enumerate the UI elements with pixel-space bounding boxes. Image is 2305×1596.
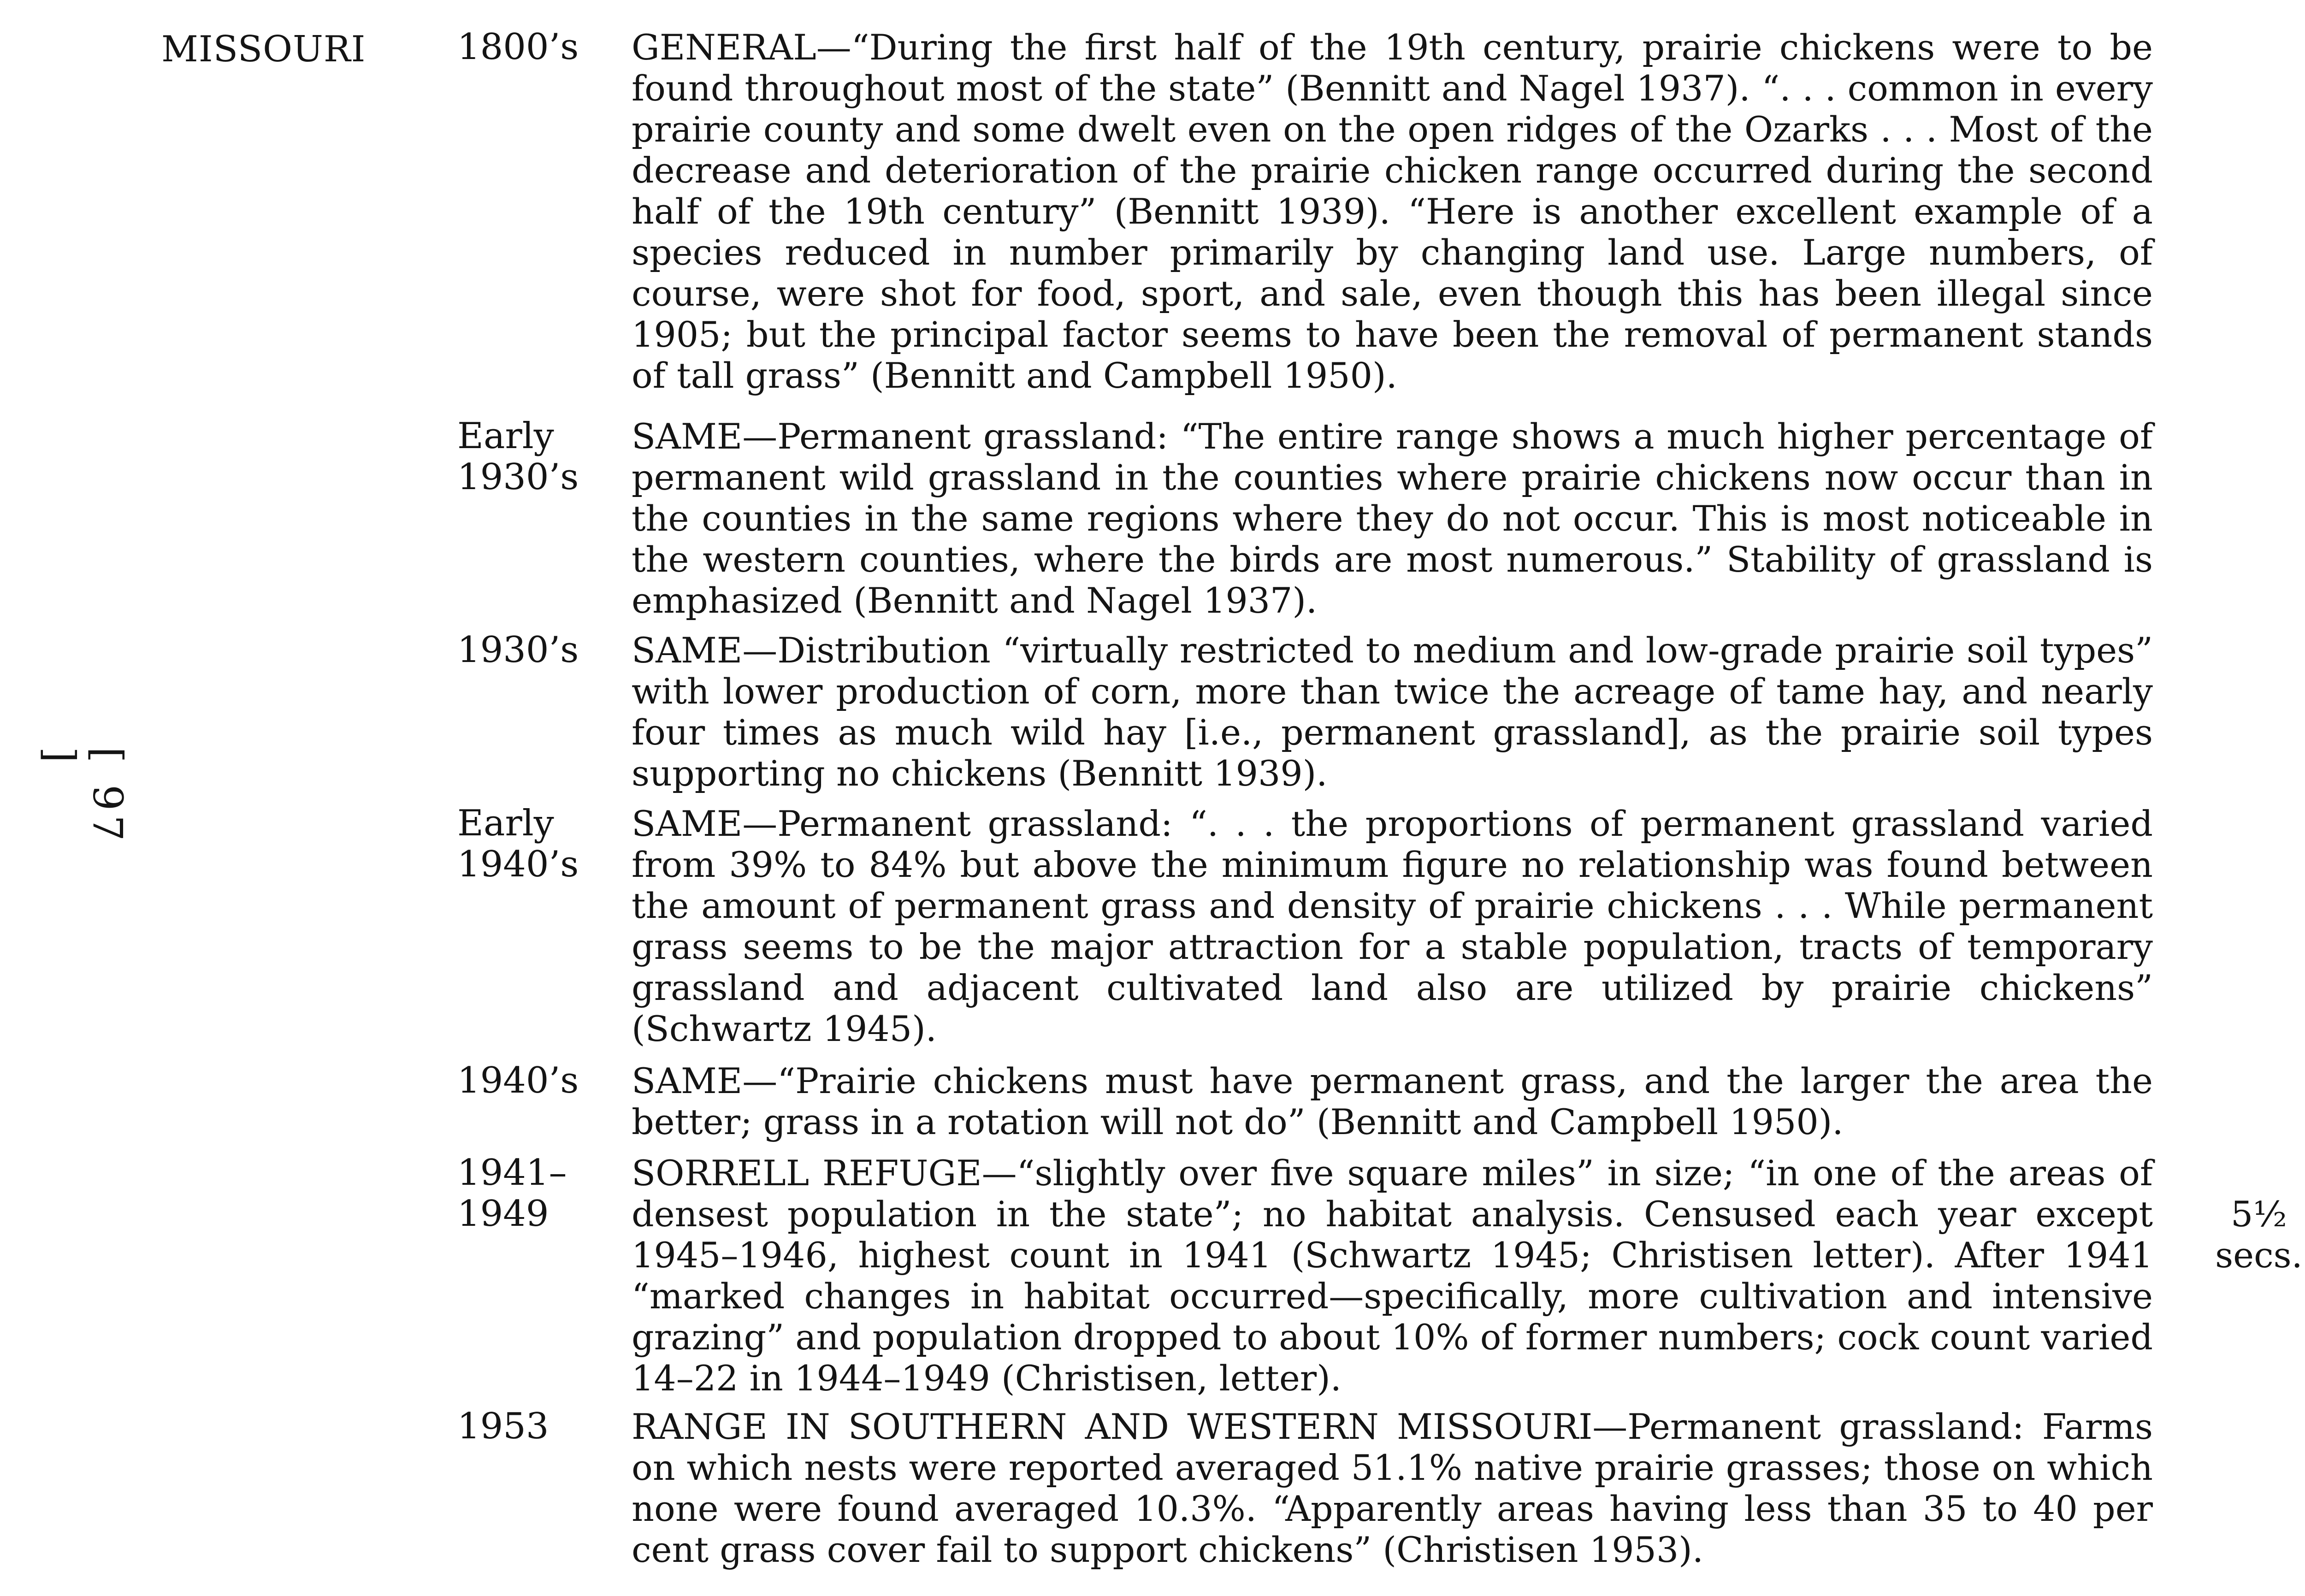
- entry-text: SAME—“Prairie chickens must have permanent grass, and the larger the area the better; grass in a rotation will not do” (Bennitt and Campbell 1950).: [632, 1060, 2153, 1142]
- secs-value: 5½ secs.: [2215, 1194, 2303, 1276]
- entry-date: 1941– 1949: [457, 1152, 567, 1235]
- entry-date: 1953: [457, 1406, 549, 1447]
- entry-text: GENERAL—“During the first half of the 19th century, prairie chickens were to be found throughout most of the state” (Bennitt and Nagel 1937). “. . . common in every prairie county and some dwelt even on the open ridges of the Ozarks . . . Most of the decrease and deterioration of the prairie chicken range occurred during the second half of the 19th century” (Bennitt 1939). “Here is another excellent example of a species reduced in number primarily by changing land use. Large numbers, of course, were shot for food, sport, and sale, even though this has been illegal since 1905; but the principal factor seems to have been the removal of permanent stands of tall grass” (Bennitt and Campbell 1950).: [632, 27, 2153, 396]
- entry-text: SORRELL REFUGE—“slightly over five square miles” in size; “in one of the areas of densest population in the state”; no habitat analysis. Censused each year except 1945–1946, highest count in 1941 (Schwartz 1945; Christisen letter). After 1941 “marked changes in habitat occurred—specifically, more cultivation and intensive grazing” and population dropped to about 10% of former numbers; cock count varied 14–22 in 1944–1949 (Christisen, letter).: [632, 1153, 2153, 1399]
- entry-text: SAME—Distribution “virtually restricted to medium and low-grade prairie soil types” with lower production of corn, more than twice the acreage of tame hay, and nearly four times as much wild hay [i.e., permanent grassland], as the prairie soil types supporting no chickens (Bennitt 1939).: [632, 630, 2153, 794]
- entry-date: 1940’s: [457, 1060, 579, 1101]
- entry-date: 1800’s: [457, 26, 579, 68]
- page-number: [ 97 ]: [36, 747, 131, 846]
- state-heading: MISSOURI: [161, 29, 366, 70]
- entry-text: SAME—Permanent grassland: “. . . the proportions of permanent grassland varied from 39% to 84% but above the minimum figure no relationship was found between the amount of permanent grass and density of prairie chickens . . . While permanent grass seems to be the major attraction for a stable population, tracts of temporary grassland and adjacent cultivated land also are utilized by prairie chickens” (Schwartz 1945).: [632, 803, 2153, 1049]
- entry-date: Early 1930’s: [457, 415, 579, 498]
- entry-text: RANGE IN SOUTHERN AND WESTERN MISSOURI—Permanent grassland: Farms on which nests were reported averaged 51.1% native prairie grasses; those on which none were found averaged 10.3%. “Apparently areas having less than 35 to 40 per cent grass cover fail to support chickens” (Christisen 1953).: [632, 1406, 2153, 1570]
- entry-text: SAME—Permanent grassland: “The entire range shows a much higher percentage of permanent wild grassland in the counties where prairie chickens now occur than in the counties in the same regions where they do not occur. This is most noticeable in the western counties, where the birds are most numerous.” Stability of grassland is emphasized (Bennitt and Nagel 1937).: [632, 416, 2153, 621]
- entry-date: Early 1940’s: [457, 803, 579, 885]
- entry-date: 1930’s: [457, 629, 579, 671]
